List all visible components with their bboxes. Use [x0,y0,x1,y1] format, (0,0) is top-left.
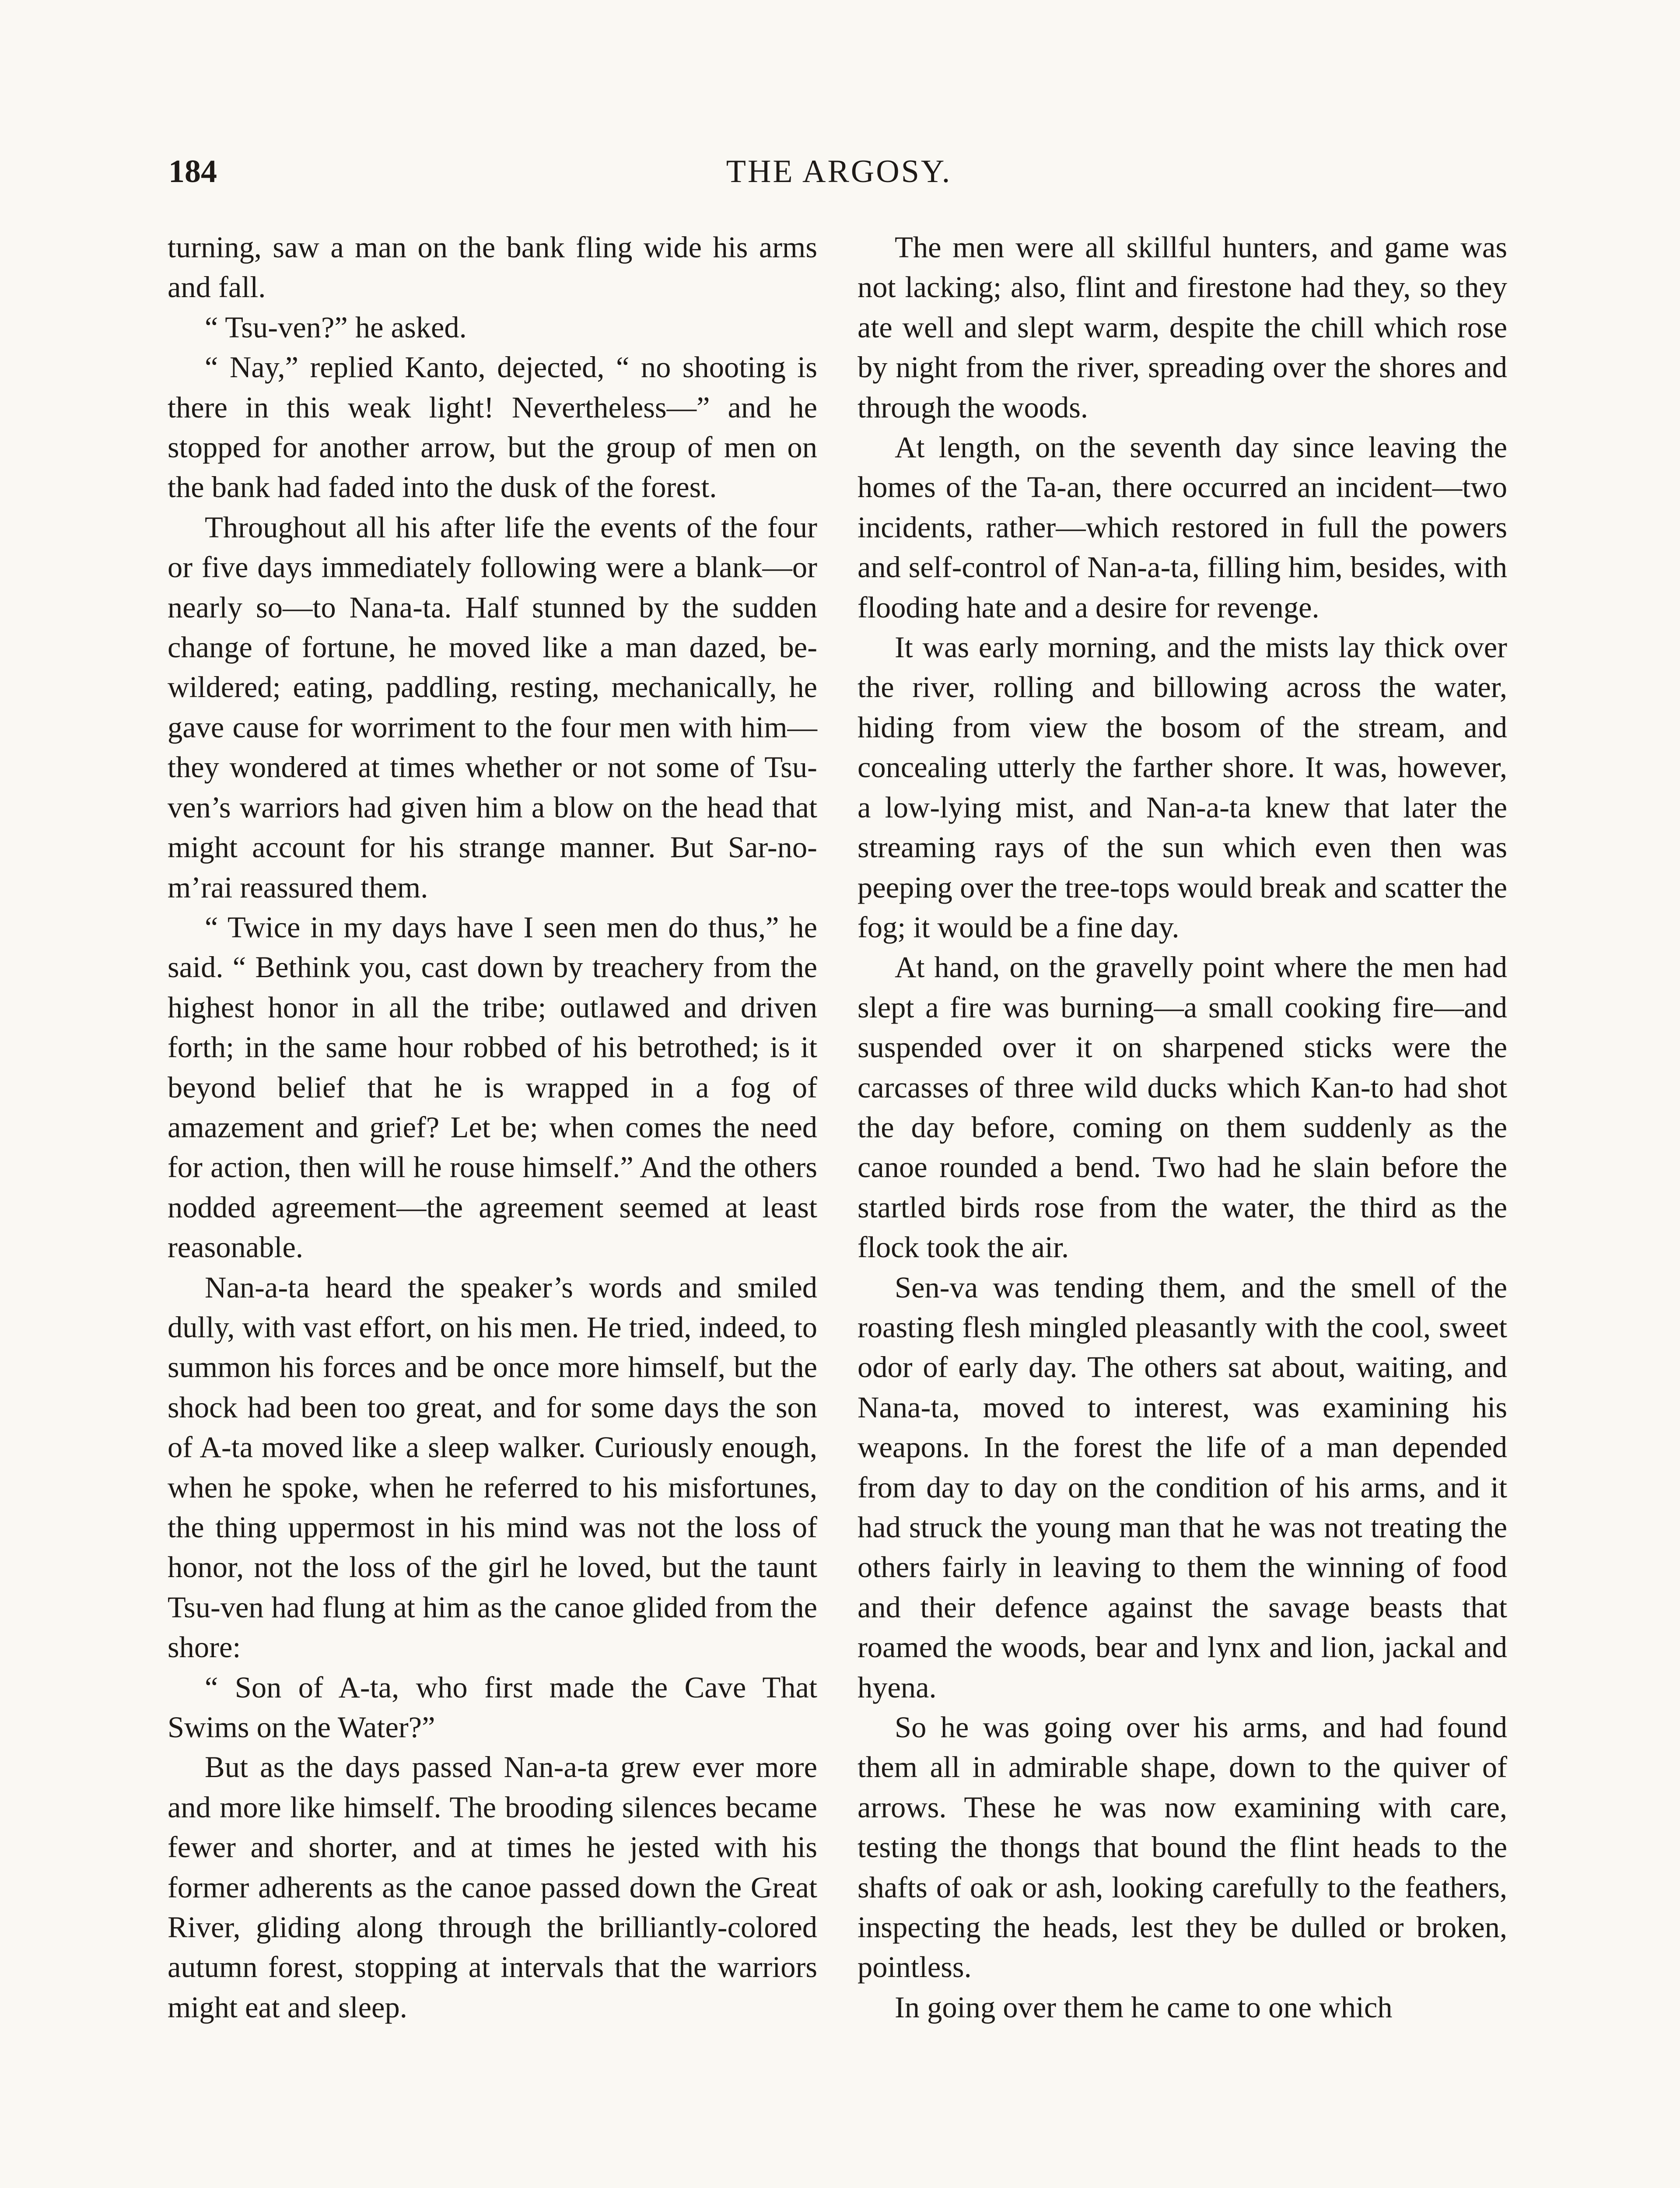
paragraph: Throughout all his after life the events of the four or five days immediately following were a blank—or nearly so—to Nana-ta. Half stunned by the sudden change of fortune, he moved like a man dazed, bewildered; eating, paddling, resting, mechanically, he gave cause for worriment to the four men with him—they wondered at times whether or not some of Tsu-ven’s warriors had given him a blow on the head that might account for his strange manner. But Sar-no-m’rai reassured them. [168,510,817,904]
running-title: THE ARGOSY. [726,154,952,189]
paragraph: But as the days passed Nan-a-ta grew ever more and more like himself. The brooding silences became fewer and shorter, and at times he jested with his former adherents as the canoe passed down the Great River, gliding along through the brilliantly-colored autumn forest, stopping at intervals that the warriors might eat and sleep. [168,1750,817,2024]
paragraph: turning, saw a man on the bank fling wide his arms and fall. [168,231,817,304]
paragraph: Nan-a-ta heard the speaker’s words and smiled dully, with vast effort, on his men. He tried, indeed, to summon his forces and be once more himself, but the shock had been too great, and for some days the son of A-ta moved like a sleep walker. Curiously enough, when he spoke, when he referred to his misfortunes, the thing uppermost in his mind was not the loss of honor, not the loss of the girl he loved, but the taunt Tsu-ven had flung at him as the canoe glided from the shore: [168,1270,817,1664]
paragraph: It was early morning, and the mists lay thick over the river, rolling and billowing across the water, hiding from view the bosom of the stream, and concealing utterly the farther shore. It was, however, a low-lying mist, and Nan-a-ta knew that later the streaming rays of the sun which even then was peeping over the tree-tops would break and scatter the fog; it would be a fine day. [858,631,1507,944]
paragraph: At hand, on the gravelly point where the men had slept a fire was burning—a small cooking fire—and suspended over it on sharpened sticks were the carcasses of three wild ducks which Kan-to had shot the day before, coming on them suddenly as the canoe rounded a bend. Two had he slain before the startled birds rose from the water, the third as the flock took the air. [858,950,1507,1264]
paragraph: In going over them he came to one which [895,1990,1393,2024]
paragraph: The men were all skillful hunters, and game was not lacking; also, flint and firestone had they, so they ate well and slept warm, despite the chill which rose by night from the river, spreading over the shores and through the woods. [858,231,1507,424]
page-header [168,153,1509,201]
paragraph: Sen-va was tending them, and the smell of the roasting flesh mingled pleasantly with the cool, sweet odor of early day. The others sat about, waiting, and Nana-ta, moved to interest, was examining his weapons. In the forest the life of a man depended from day to day on the condition of his arms, and it had struck the young man that he was not treating the others fairly in leaving to them the winning of food and their defence against the savage beasts that roamed the woods, bear and lynx and lion, jackal and hyena. [858,1270,1507,1704]
paragraph: So he was going over his arms, and had found them all in admirable shape, down to the quiver of arrows. These he was now examining with care, testing the thongs that bound the flint heads to the shafts of oak or ash, looking carefully to the feathers, inspecting the heads, lest they be dulled or broken, pointless. [858,1711,1507,1984]
left-column [168,228,817,2027]
paragraph: At length, on the seventh day since leaving the homes of the Ta-an, there occurred an incident—two incidents, rather—which restored in full the powers and self-control of Nan-a-ta, filling him, besides, with flooding hate and a desire for revenge. [858,431,1507,624]
page-number: 184 [168,154,217,189]
right-column [858,228,1507,2027]
paragraph: “ Son of A-ta, who first made the Cave That Swims on the Water?” [168,1670,817,1744]
paragraph: “ Nay,” replied Kanto, dejected, “ no shooting is there in this weak light! Nevertheless—” and he stopped for another arrow, but the group of men on the bank had faded into the dusk of the forest. [168,351,817,504]
paragraph: “ Twice in my days have I seen men do thus,” he said. “ Bethink you, cast down by treachery from the highest honor in all the tribe; outlawed and driven forth; in the same hour robbed of his betrothed; is it beyond belief that he is wrapped in a fog of amazement and grief? Let be; when comes the need for action, then will he rouse himself.” And the others nodded agreement—the agreement seemed at least reasonable. [168,910,817,1264]
paragraph: “ Tsu-ven?” he asked. [205,310,467,344]
